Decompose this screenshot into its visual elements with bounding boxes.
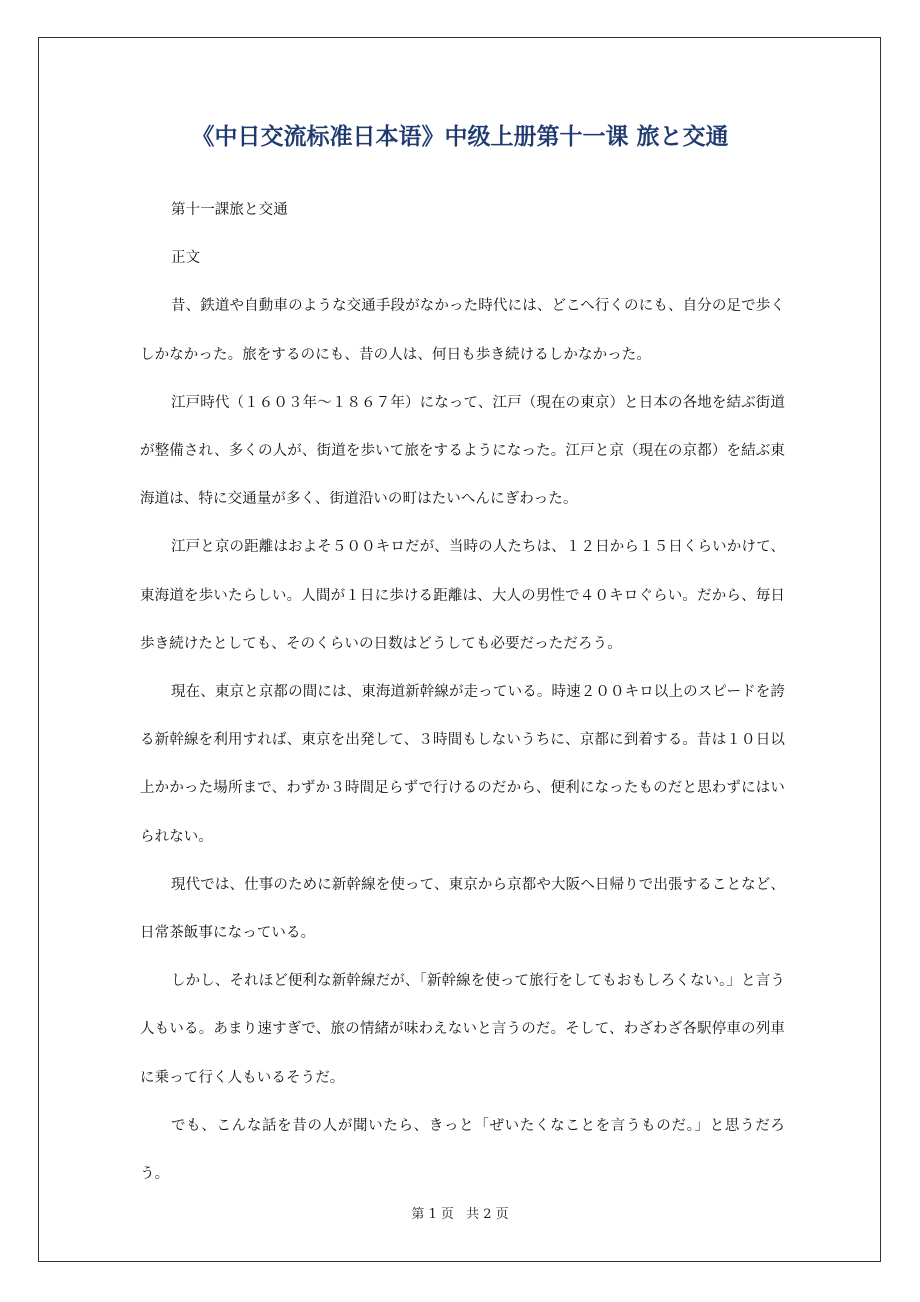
paragraph: 昔、鉄道や自動車のような交通手段がなかった時代には、どこへ行くのにも、自分の足で歩くしかなかった。旅をするのにも、昔の人は、何日も歩き続けるしかなかった。 [140, 298, 785, 363]
paragraph: でも、こんな話を昔の人が聞いたら、きっと「ぜいたくなことを言うものだ。」と思うだろう。 [140, 1117, 785, 1183]
paragraph: 現在、東京と京都の間には、東海道新幹線が走っている。時速２００キロ以上のスピードを誇る新幹線を利用すれば、東京を出発して、３時間もしないうちに、京都に到着する。昔は１０日以上かかった場所まで、わずか３時間足らずで行けるのだから、便利になったものだと思わずにはいられない。 [140, 684, 785, 845]
paragraph: 江戸と京の距離はおよそ５００キロだが、当時の人たちは、１２日から１５日くらいかけて、東海道を歩いたらしい。人間が１日に歩ける距離は、大人の男性で４０キロぐらい。だから、毎日歩き続けたとしても、そのくらいの日数はどうしても必要だっただろう。 [140, 539, 785, 652]
paragraph: しかし、それほど便利な新幹線だが、「新幹線を使って旅行をしてもおもしろくない。」と言う人もいる。あまり速すぎで、旅の情緒が味わえないと言うのだ。そして、わざわざ各駅停車の列車に乗って行く人もいるそうだ。 [140, 973, 785, 1086]
paragraph: 現代では、仕事のために新幹線を使って、東京から京都や大阪へ日帰りで出張することなど、日常茶飯事になっている。 [140, 876, 785, 942]
lesson-heading: 第十一課旅と交通 [171, 202, 288, 218]
document-body [140, 186, 785, 1198]
page-number: 第 1 页 [411, 1207, 454, 1222]
section-label: 正文 [171, 250, 201, 267]
page-total: 共 2 页 [466, 1207, 509, 1222]
page-footer [0, 1204, 920, 1226]
document-title: 《中日交流标准日本语》中级上册第十一课 旅と交通 [191, 124, 729, 150]
paragraph: 江戸時代（１６０３年～１８６７年）になって、江戸（現在の東京）と日本の各地を結ぶ街道が整備され、多くの人が、街道を歩いて旅をするようになった。江戸と京（現在の京都）を結ぶ東海道は、特に交通量が多く、街道沿いの町はたいへんにぎわった。 [140, 394, 785, 508]
